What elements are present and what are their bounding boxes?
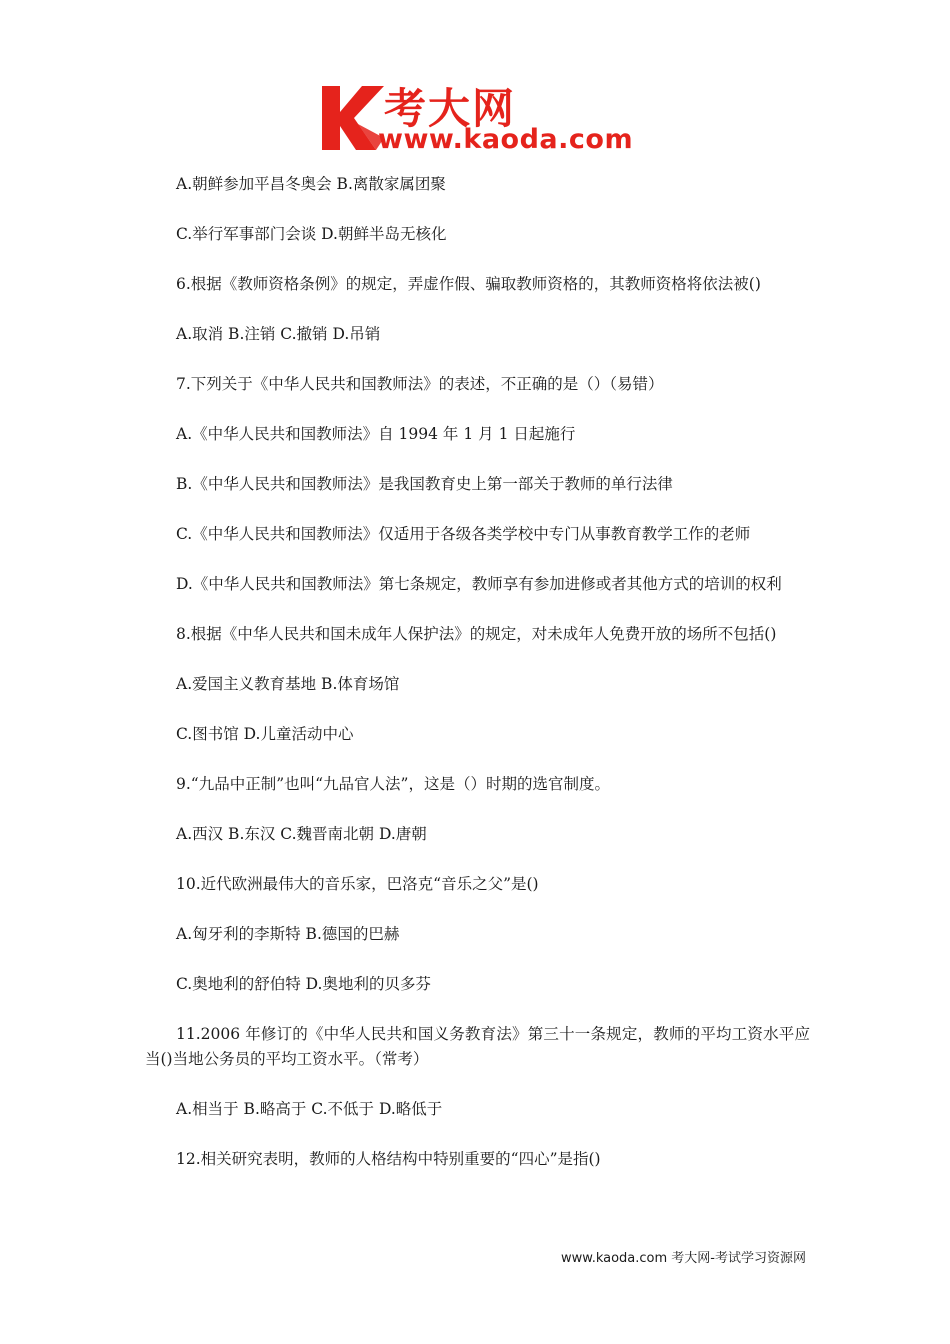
question-line: C.举行军事部门会谈 D.朝鲜半岛无核化 — [176, 225, 447, 243]
question-line: 10.近代欧洲最伟大的音乐家，巴洛克“音乐之父”是() — [176, 875, 539, 893]
question-line: 12.相关研究表明，教师的人格结构中特别重要的“四心”是指() — [176, 1150, 601, 1168]
page-footer[interactable]: www.kaoda.com 考大网-考试学习资源网 — [561, 1251, 806, 1266]
question-line: A.《中华人民共和国教师法》自 1994 年 1 月 1 日起施行 — [176, 425, 576, 443]
question-line: C.奥地利的舒伯特 D.奥地利的贝多芬 — [176, 975, 431, 993]
question-line: A.取消 B.注销 C.撤销 D.吊销 — [176, 325, 381, 343]
question-line: A.匈牙利的李斯特 B.德国的巴赫 — [176, 925, 400, 943]
question-line: 7.下列关于《中华人民共和国教师法》的表述，不正确的是（）（易错） — [176, 375, 664, 393]
question-line: A.西汉 B.东汉 C.魏晋南北朝 D.唐朝 — [176, 825, 427, 843]
question-line: C.图书馆 D.儿童活动中心 — [176, 725, 354, 743]
question-line: 8.根据《中华人民共和国未成年人保护法》的规定，对未成年人免费开放的场所不包括() — [176, 625, 777, 643]
question-line: D.《中华人民共和国教师法》第七条规定，教师享有参加进修或者其他方式的培训的权利 — [176, 575, 782, 593]
question-line: B.《中华人民共和国教师法》是我国教育史上第一部关于教师的单行法律 — [176, 475, 673, 493]
logo-url: www.kaoda.com — [378, 124, 634, 155]
logo-name-cn: 考大网 — [384, 84, 517, 133]
question-line: A.相当于 B.略高于 C.不低于 D.略低于 — [176, 1100, 443, 1118]
question-content — [145, 172, 810, 1197]
question-line: 9.“九品中正制”也叫“九品官人法”，这是（）时期的选官制度。 — [176, 775, 610, 793]
question-line: 6.根据《教师资格条例》的规定，弄虚作假、骗取教师资格的，其教师资格将依法被() — [176, 275, 761, 293]
site-logo[interactable] — [318, 80, 638, 160]
question-line: A.爱国主义教育基地 B.体育场馆 — [176, 675, 400, 693]
question-line: A.朝鲜参加平昌冬奥会 B.离散家属团聚 — [176, 175, 446, 193]
question-line: C.《中华人民共和国教师法》仅适用于各级各类学校中专门从事教育教学工作的老师 — [176, 525, 751, 543]
question-line: 11.2006 年修订的《中华人民共和国义务教育法》第三十一条规定，教师的平均工资水平应当()当地公务员的平均工资水平。（常考） — [145, 1025, 810, 1068]
